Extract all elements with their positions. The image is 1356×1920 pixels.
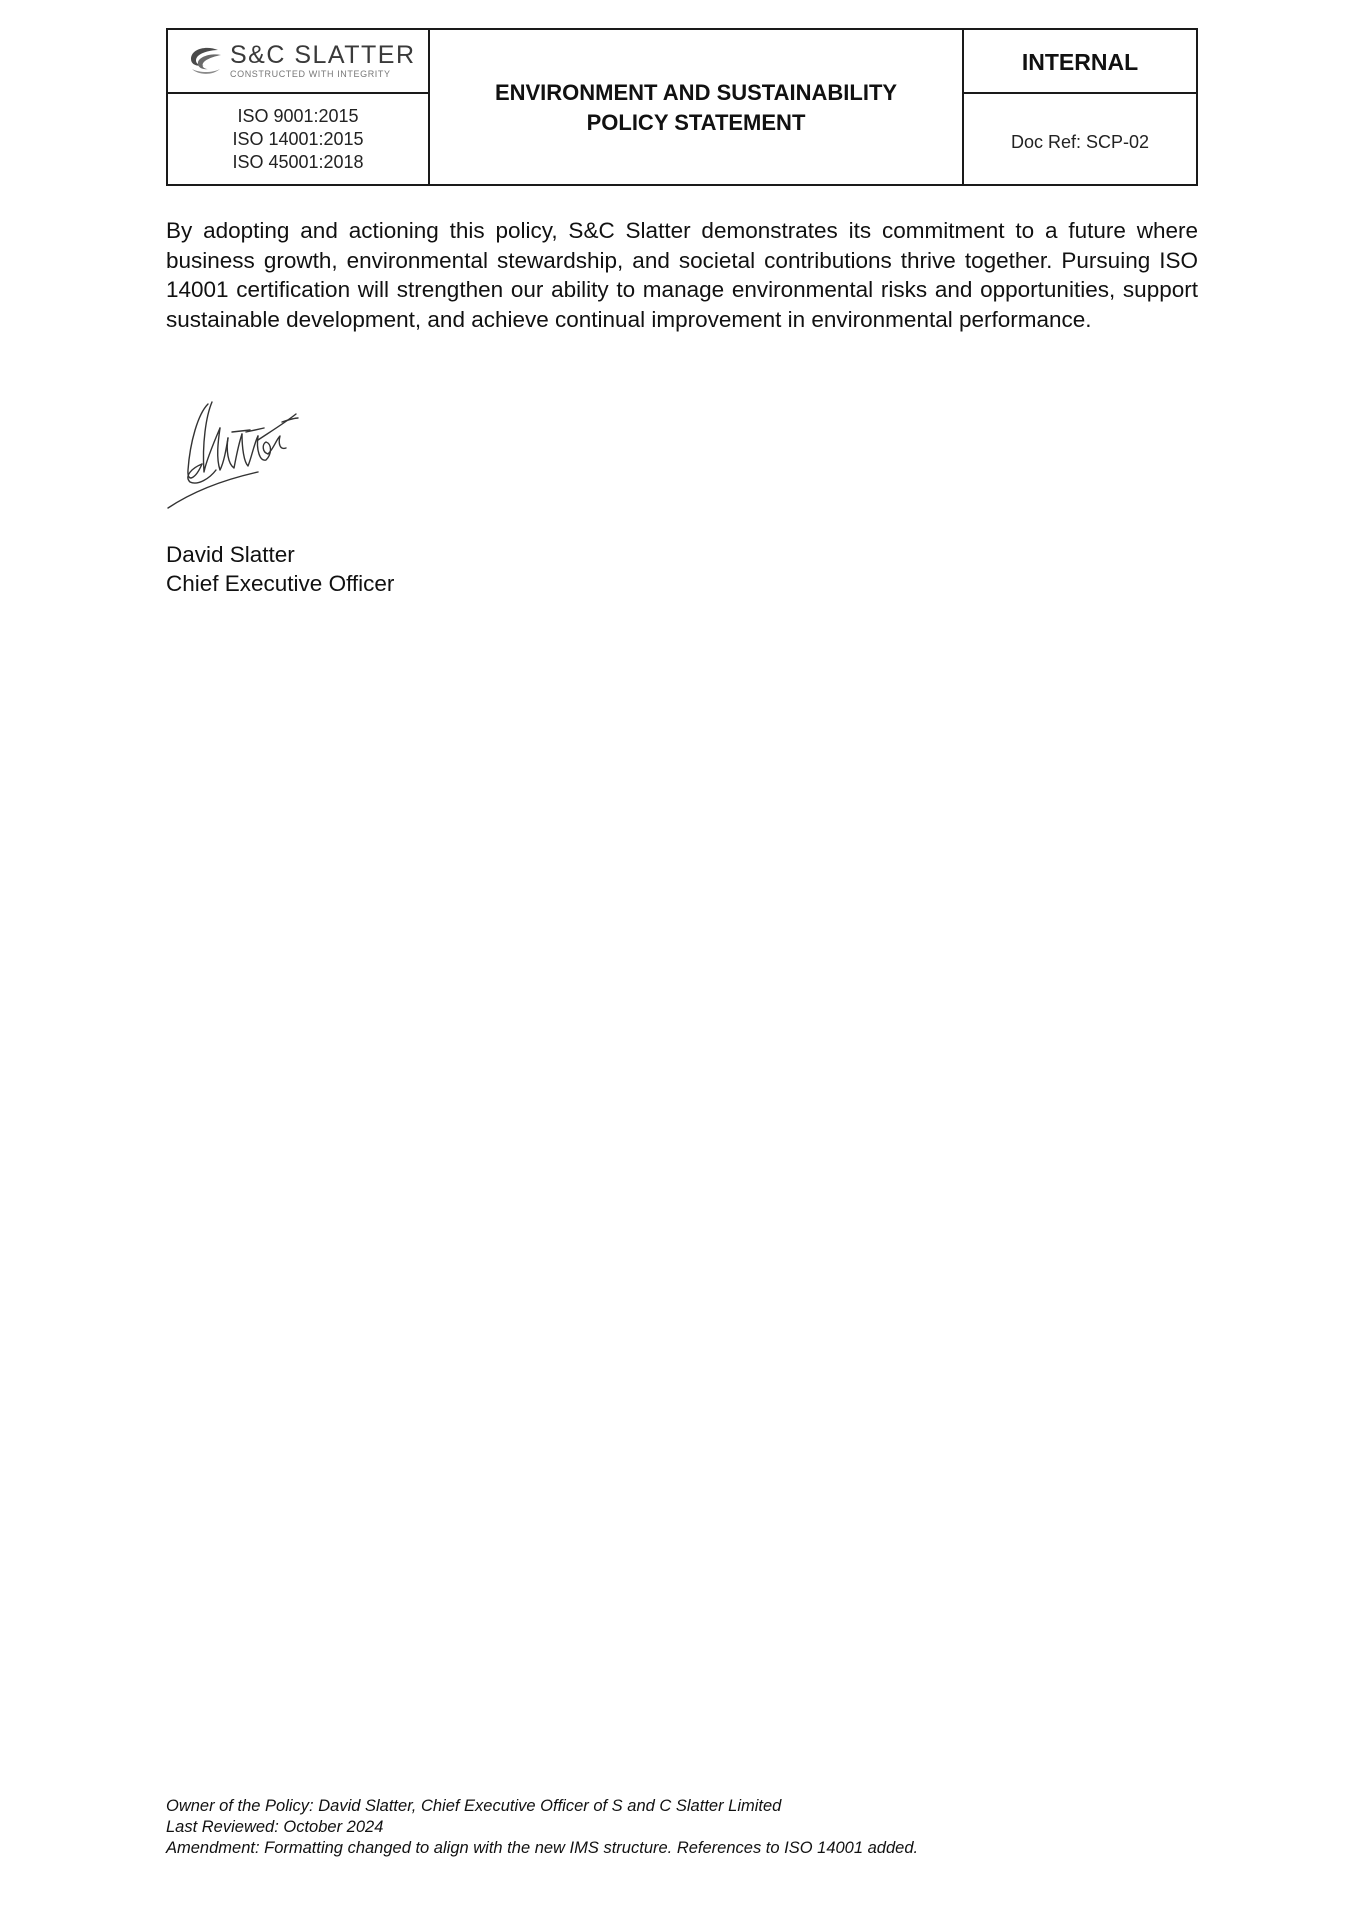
footer-last-reviewed: Last Reviewed: October 2024 <box>166 1818 384 1836</box>
iso-standards-cell <box>168 94 430 184</box>
swoosh-logo-icon <box>188 45 224 77</box>
handwritten-signature-icon <box>162 392 312 512</box>
signature-image <box>162 392 312 517</box>
company-logo <box>188 42 416 80</box>
iso-standard: ISO 9001:2015 <box>237 105 359 126</box>
document-footer <box>166 1796 918 1859</box>
logo-wordmark: S&C SLATTER <box>230 41 416 69</box>
footer-owner: Owner of the Policy: David Slatter, Chief Executive Officer of S and C Slatter Limited <box>166 1797 782 1815</box>
footer-amendment: Amendment: Formatting changed to align with the new IMS structure. References to ISO 14001 added. <box>166 1839 919 1857</box>
policy-paragraph: By adopting and actioning this policy, S&C Slatter demonstrates its commitment to a future where business growth, environmental stewardship, and societal contributions thrive together. Pursuing ISO 14001 certification will strengthen our ability to manage environmental risks and opportunities, support sustainable development, and achieve continual improvement in environmental performance. <box>166 218 1198 332</box>
iso-standard: ISO 14001:2015 <box>232 128 364 149</box>
title-line: POLICY STATEMENT <box>586 110 806 135</box>
iso-standard: ISO 45001:2018 <box>232 151 364 172</box>
document-header-table <box>166 28 1198 186</box>
document-reference: Doc Ref: SCP-02 <box>1010 131 1150 152</box>
document-title <box>430 30 964 184</box>
logo-cell <box>168 30 430 94</box>
logo-tagline: CONSTRUCTED WITH INTEGRITY <box>230 69 391 79</box>
classification-label: INTERNAL <box>964 30 1196 94</box>
signatory-name: David Slatter <box>166 542 295 567</box>
signatory-block <box>166 540 394 598</box>
title-line: ENVIRONMENT AND SUSTAINABILITY <box>494 80 898 105</box>
signatory-role: Chief Executive Officer <box>166 571 395 596</box>
